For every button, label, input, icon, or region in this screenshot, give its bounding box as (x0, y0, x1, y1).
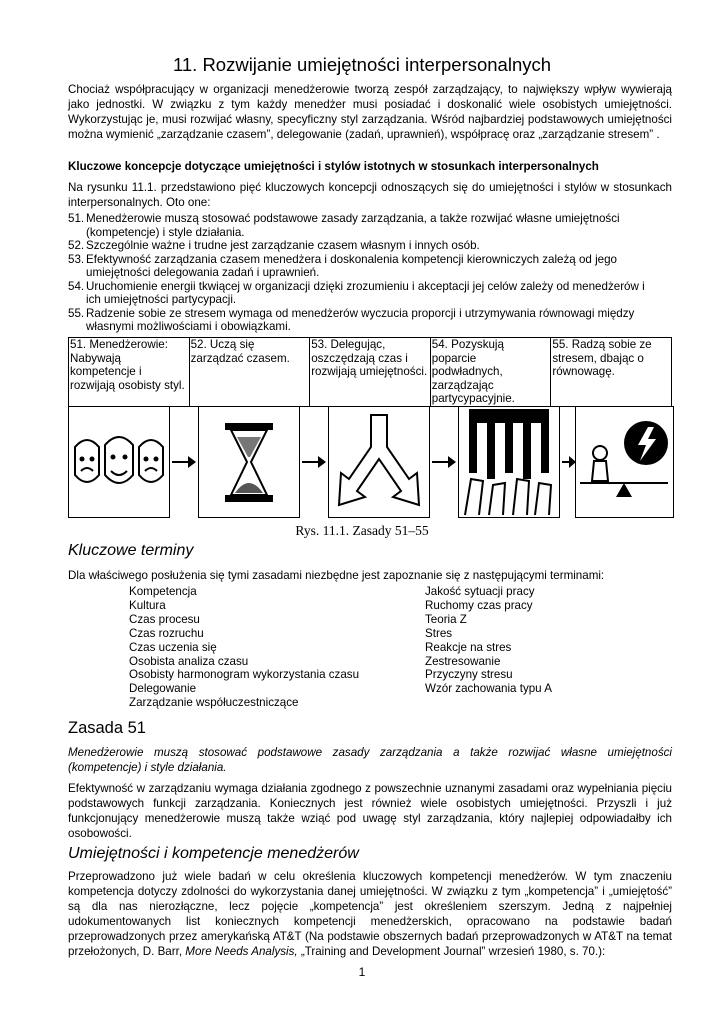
raised-hands-illustration (458, 406, 560, 518)
skills-paragraph: Przeprowadzono już wiele badań w celu określenia kluczowych kompetencji menedżerów. W tym znaczeniu kompetencja dotyczy zdolności do wykorzystania danej umiejętności. W związku z tym „kompetencja” i „umiejętość” są dla nas nierozłączne, lecz pojęcie „kompetencja” jest określeniem szerszym. Jedną z najpełniej udokumentowanych list koniecznych kompetencji menedżerskich, opracowano na podstawie badań przeprowadzonych przez amerykańską AT&T (Na podstawie obszernych badań przeprowadzonych w AT&T na temat przełożonych, D. Barr, More Needs Analysis, „Training and Development Journal” wrzesień 1980, s. 70.): (68, 870, 672, 958)
list-item-continuation: umiejętności delegowania zadań i uprawnień. (86, 266, 320, 279)
rule-paragraph: Efektywność w zarządzaniu wymaga działania zgodnego z powszechnie uznanymi zasadami oraz wypełniania pięciu podstawowych funkcji zarządzania. Koniecznych jest również wiele osobistych umiejętności. Przyszli i już funkcjonujący menedżerowie muszą także wziąć pod uwagę styl zarządzania, który najlepiej odpowiadałby ich osobowości. (68, 782, 672, 840)
term-item: Jakość sytuacji pracy (425, 585, 535, 598)
term-item: Czas rozruchu (129, 626, 204, 640)
arrow-icon (432, 455, 456, 474)
term-item: Osobisty harmonogram wykorzystania czasu (129, 668, 360, 682)
page-title: 11. Rozwijanie umiejętności interpersonalnych (172, 54, 552, 75)
terms-heading: Kluczowe terminy (68, 542, 194, 559)
list-item: 55. Radzenie sobie ze stresem wymaga od menedżerów wyczucia proporcji i utrzymywania równowagi między (68, 306, 635, 320)
term-item: Zestresowanie (425, 654, 501, 668)
skills-heading: Umiejętności i kompetencje menedżerów (68, 845, 359, 862)
terms-left-column (129, 585, 409, 710)
branching-arrows-illustration (328, 406, 430, 518)
term-item: Reakcje na stres (425, 640, 512, 654)
table-cell: 51. Menedżerowie: Nabywają kompetencje i rozwijają osobisty styl. (69, 338, 190, 407)
page-number: 1 (358, 965, 366, 979)
list-item: 52. Szczególnie ważne i trudne jest zarządzanie czasem własnym i innych osób. (68, 239, 480, 252)
term-item: Przyczyny stresu (425, 668, 513, 682)
term-item: Wzór zachowania typu A (425, 682, 552, 696)
table-cell: 54. Pozyskują poparcie podwładnych, zarządzając partycypacyjnie. (430, 338, 551, 407)
rule-statement: Menedżerowie muszą stosować podstawowe zasady zarządzania a także rozwijać własne umiejętności (kompetencje) i style działania. (68, 746, 672, 774)
list-item-continuation: ich umiejętności partycypacji. (86, 293, 237, 306)
term-item: Delegowanie (129, 682, 197, 696)
concepts-heading: Kluczowe koncepcje dotyczące umiejętności i stylów istotnych w stosunkach interpersonalnych (68, 160, 599, 173)
term-item: Zarządzanie współuczestniczące (129, 696, 299, 710)
hourglass-illustration (198, 406, 300, 518)
list-item: 54. Uruchomienie energii tkwiącej w organizacji dzięki zrozumieniu i akceptacji jej celów zależy od menedżerów i (68, 279, 645, 293)
figure-caption: Rys. 11.1. Zasady 51–55 (295, 523, 429, 538)
list-item: 51. Menedżerowie muszą stosować podstawowe zasady zarządzania, a także rozwijać własne umiejętności (68, 212, 620, 225)
principles-table (68, 337, 672, 407)
arrow-icon (302, 455, 326, 474)
balance-illustration (575, 406, 674, 518)
table-cell: 55. Radzą sobie ze stresem, dbając o równowagę. (551, 338, 672, 407)
list-item-continuation: (kompetencje) i style działania. (86, 225, 245, 239)
term-item: Osobista analiza czasu (129, 654, 249, 668)
arrow-icon (172, 455, 196, 474)
intro-paragraph: Chociaż współpracujący w organizacji menedżerowie tworzą zespół zarządzający, to największy wpływ wywierają jako jednostki. W związku z tym każdy menedżer musi posiadać i doskonalić wiele osobistych umiejętności. Wykorzystując je, musi rozwijać własny, specyficzny styl zarządzania. Wśród najbardziej podstawowych umiejętności można wymienić „zarządzanie czasem”, delegowanie (zadań, uprawnień), współpracę oraz „zarządzanie stresem” . (68, 83, 672, 141)
term-item: Kultura (129, 598, 166, 612)
faces-illustration (68, 406, 170, 518)
principles-list (68, 212, 678, 334)
concepts-intro: Na rysunku 11.1. przedstawiono pięć kluczowych koncepcji odnoszących się do umiejętności i stylów w stosunkach interpersonalnych. Oto one: (68, 181, 672, 209)
term-item: Czas uczenia się (129, 640, 217, 654)
terms-intro: Dla właściwego posłużenia się tymi zasadami niezbędne jest zapoznanie się z następującymi terminami: (68, 569, 605, 582)
term-item: Teoria Z (425, 612, 467, 626)
terms-right-column (425, 585, 665, 696)
term-item: Ruchomy czas pracy (425, 598, 533, 612)
term-item: Stres (425, 626, 453, 640)
table-cell: 53. Delegując, oszczędzają czas i rozwijają umiejętności. (310, 338, 431, 407)
term-item: Czas procesu (129, 612, 200, 626)
list-item: 53. Efektywność zarządzania czasem menedżera i doskonalenia kompetencji kierowniczych zależą od jego (68, 252, 618, 266)
list-item-continuation: własnymi możliwościami i obowiązkami. (86, 320, 291, 333)
rule-heading: Zasada 51 (68, 719, 146, 737)
table-cell: 52. Uczą się zarządzać czasem. (189, 338, 310, 407)
arrow-icon (562, 455, 576, 474)
term-item: Kompetencja (129, 585, 197, 598)
